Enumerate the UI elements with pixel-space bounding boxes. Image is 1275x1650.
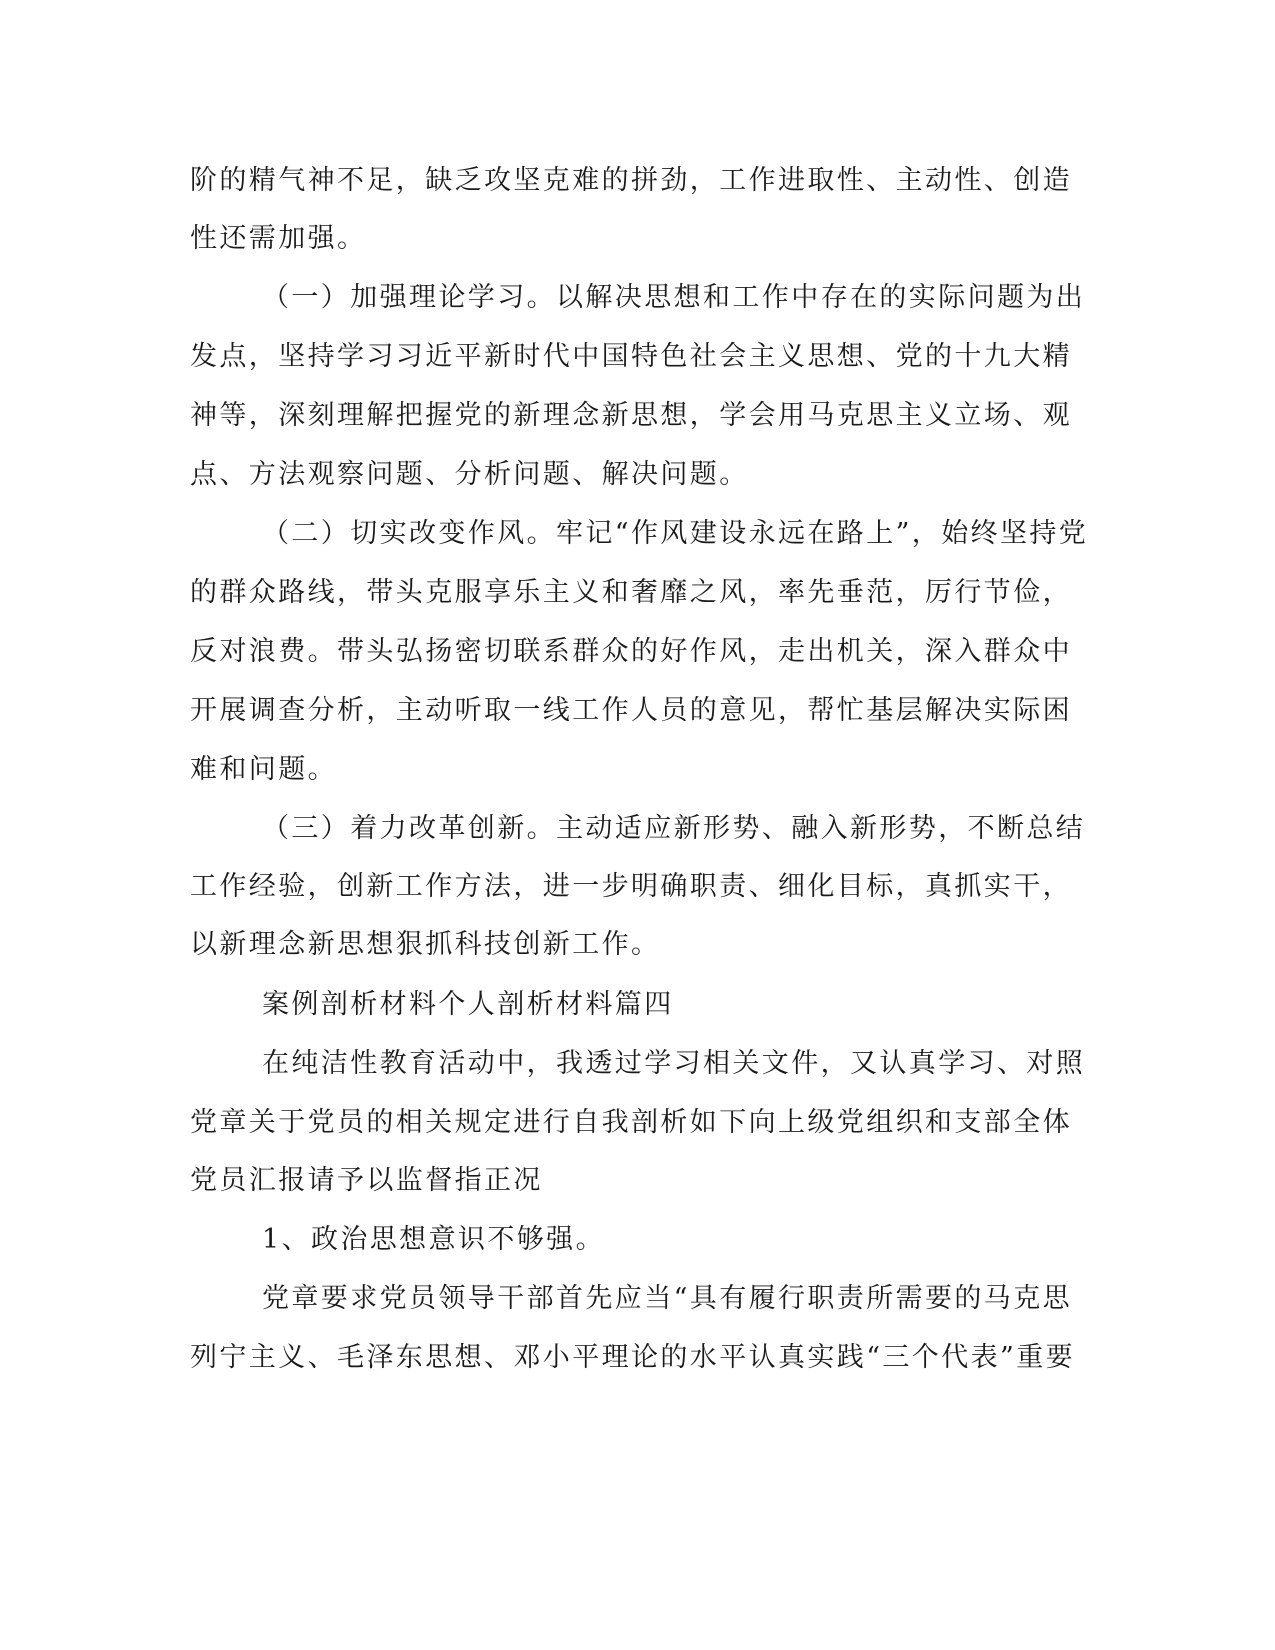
text-line: 以新理念新思想狠抓科技创新工作。 [190,929,661,960]
text-line: 党员汇报请予以监督指正况 [190,1165,543,1196]
text-line: 性还需加强。 [190,223,367,254]
text-line: 发点，坚持学习习近平新时代中国特色社会主义思想、党的十九大精 [190,341,1072,372]
text-line: 反对浪费。带头弘扬密切联系群众的好作风，走出机关，深入群众中 [190,636,1072,667]
text-line: 在纯洁性教育活动中，我透过学习相关文件，又认真学习、对照 [262,1048,1086,1079]
text-line: 党章关于党员的相关规定进行自我剖析如下向上级党组织和支部全体 [190,1107,1072,1138]
text-line: 的群众路线，带头克服享乐主义和奢靡之风，率先垂范，厉行节俭， [190,577,1072,608]
text-line: 党章要求党员领导干部首先应当“具有履行职责所需要的马克思 [262,1283,1073,1314]
paragraph-heading-3: （三）着力改革创新。主动适应新形势、融入新形势，不断总结 [262,813,1086,844]
text-line: 神等，深刻理解把握党的新理念新思想，学会用马克思主义立场、观 [190,400,1072,431]
paragraph-heading-1: （一）加强理论学习。以解决思想和工作中存在的实际问题为出 [262,282,1086,313]
text-line: 开展调查分析，主动听取一线工作人员的意见，帮忙基层解决实际困 [190,695,1072,726]
paragraph-heading-2: （二）切实改变作风。牢记“作风建设永远在路上”，始终坚持党 [262,518,1089,549]
section-title: 案例剖析材料个人剖析材料篇四 [262,989,674,1020]
text-line: 列宁主义、毛泽东思想、邓小平理论的水平认真实践“三个代表”重要 [190,1342,1076,1373]
text-line: 阶的精气神不足，缺乏攻坚克难的拼劲，工作进取性、主动性、创造 [190,165,1072,196]
text-line: 工作经验，创新工作方法，进一步明确职责、细化目标，真抓实干， [190,871,1072,902]
text-line: 点、方法观察问题、分析问题、解决问题。 [190,459,749,490]
text-line: 难和问题。 [190,754,337,785]
numbered-item: 1、政治思想意识不够强。 [262,1224,605,1255]
